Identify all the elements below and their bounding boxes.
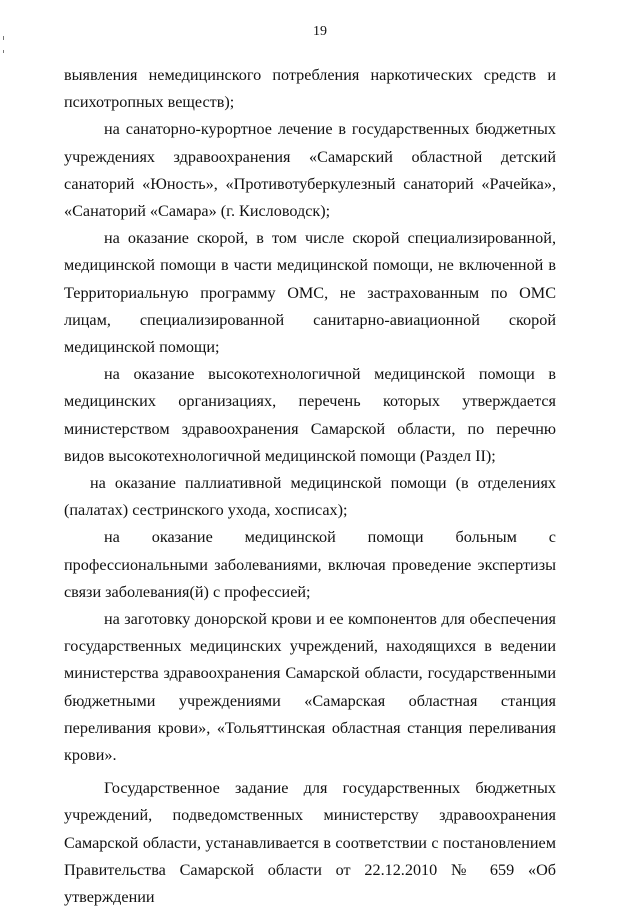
- page-number: 19: [313, 24, 327, 39]
- paragraph-high-tech-care: на оказание высокотехнологичной медицинской помощи в медицинских организациях, перечень которых утверждается министерством здравоохранения Самарской области, по перечню видов высокотехнологичной медицинской помощи (Раздел II);: [64, 365, 556, 465]
- scan-edge-mark: [3, 50, 4, 53]
- body-text: [64, 62, 556, 911]
- paragraph-drug-use-detection: выявления немедицинского потребления наркотических средств и психотропных веществ);: [64, 66, 556, 112]
- paragraph-palliative-care: на оказание паллиативной медицинской помощи (в отделениях (палатах) сестринского ухода, хосписах);: [64, 474, 556, 520]
- paragraph-donor-blood: на заготовку донорской крови и ее компонентов для обеспечения государственных медицинских учреждений, находящихся в ведении министерства здравоохранения Самарской области, государственными бюджетными учреждениями «Самарская областная станция переливания крови», «Тольяттинская областная станция переливания крови».: [64, 610, 556, 765]
- paragraph-sanatorium-treatment: на санаторно-курортное лечение в государственных бюджетных учреждениях здравоохранения «Самарский областной детский санаторий «Юность», «Противотуберкулезный санаторий «Рачейка», «Санаторий «Самара» (г. Кисловодск);: [64, 120, 556, 221]
- paragraph-occupational-diseases: на оказание медицинской помощи больным с профессиональными заболеваниями, включая проведение экспертизы связи заболевания(й) с профессией;: [64, 528, 556, 601]
- paragraph-state-assignment: Государственное задание для государственных бюджетных учреждений, подведомственных министерству здравоохранения Самарской области, устанавливается в соответствии с постановлением Правительства Самарской области от 22.12.2010 № 659 «Об утверждении: [64, 779, 556, 907]
- paragraph-emergency-care: на оказание скорой, в том числе скорой специализированной, медицинской помощи в части медицинской помощи, не включенной в Территориальную программу ОМС, не застрахованным по ОМС лицам, специализированной санитарно-авиационной скорой медицинской помощи;: [64, 229, 556, 357]
